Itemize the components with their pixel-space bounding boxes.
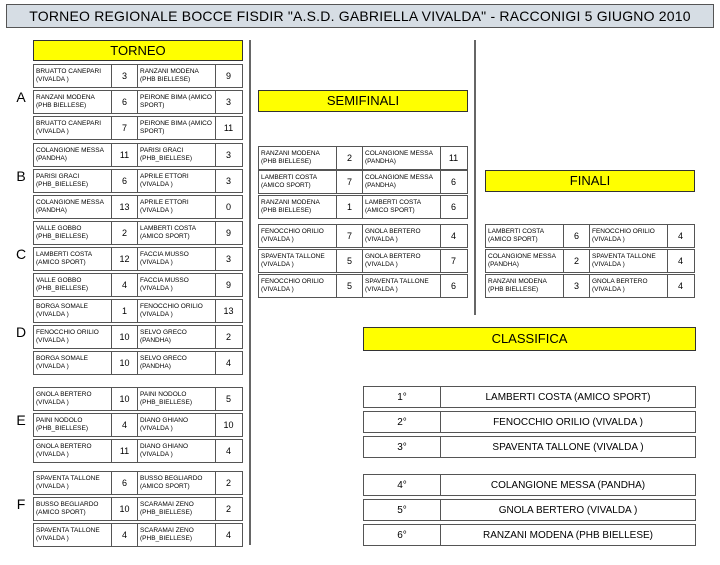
match-box — [33, 247, 243, 271]
team-1-score: 5 — [337, 250, 363, 272]
team-2-score: 5 — [225, 394, 231, 404]
team-2-score: 4 — [225, 530, 231, 540]
team-2-name: PEIRONE BIMA (AMICO SPORT) — [138, 117, 216, 139]
ranking-row — [363, 386, 696, 408]
match-box — [33, 90, 243, 114]
team-1-name: BRUATTO CANEPARI (VIVALDA ) — [34, 65, 112, 87]
team-1-name: SPAVENTA TALLONE (VIVALDA ) — [34, 524, 112, 546]
team-2-score: 4 — [677, 281, 683, 291]
match-box — [258, 274, 468, 298]
team-2-score: 11 — [223, 123, 234, 133]
team-1-score: 11 — [112, 144, 138, 166]
team-1-score: 3 — [112, 65, 138, 87]
match-box — [33, 497, 243, 521]
team-1-score: 2 — [112, 222, 138, 244]
team-1-name: RANZANI MODENA (PHB BIELLESE) — [34, 91, 112, 113]
team-2-score: 3 — [225, 97, 231, 107]
team-2-score: 6 — [450, 202, 456, 212]
team-2-score: 4 — [677, 256, 683, 266]
team-2-score: 9 — [225, 280, 231, 290]
team-1-name: LAMBERTI COSTA (AMICO SPORT) — [486, 225, 564, 247]
ranking-team: COLANGIONE MESSA (PANDHA) — [490, 479, 646, 491]
divider-left — [249, 40, 251, 545]
match-box — [33, 325, 243, 349]
group-label: F — [16, 496, 26, 512]
match-box — [33, 471, 243, 495]
group-label: B — [16, 168, 26, 184]
team-2-score: 0 — [225, 202, 231, 212]
team-2-score: 3 — [225, 176, 231, 186]
team-2-score: 11 — [448, 153, 459, 163]
ranking-team: FENOCCHIO ORILIO (VIVALDA ) — [493, 416, 643, 428]
ranking-position: 1° — [364, 387, 441, 407]
team-2-score: 7 — [450, 256, 456, 266]
team-2-score: 4 — [225, 358, 231, 368]
team-1-score: 6 — [112, 472, 138, 494]
team-1-name: LAMBERTI COSTA (AMICO SPORT) — [259, 171, 337, 193]
team-2-score: 4 — [225, 446, 231, 456]
team-2-score: 2 — [225, 332, 231, 342]
team-2-name: GNOLA BERTERO (VIVALDA ) — [363, 225, 441, 247]
ranking-team: GNOLA BERTERO (VIVALDA ) — [498, 504, 638, 516]
match-box — [33, 143, 243, 167]
team-1-name: BRUATTO CANEPARI (VIVALDA ) — [34, 117, 112, 139]
team-1-name: BORGA SOMALE (VIVALDA ) — [34, 352, 112, 374]
team-2-name: PARISI GRACI (PHB_BIELLESE) — [138, 144, 216, 166]
team-2-name: LAMBERTI COSTA (AMICO SPORT) — [138, 222, 216, 244]
team-1-name: PAINI NODOLO (PHB_BIELLESE) — [34, 414, 112, 436]
team-1-score: 6 — [112, 170, 138, 192]
team-2-name: SPAVENTA TALLONE (VIVALDA ) — [363, 275, 441, 297]
match-box — [485, 249, 695, 273]
team-2-name: SCARAMAI ZENO (PHB_BIELLESE) — [138, 498, 216, 520]
team-1-score: 2 — [337, 147, 363, 169]
ranking-row — [363, 499, 696, 521]
group-label: A — [16, 89, 26, 105]
team-1-name: COLANGIONE MESSA (PANDHA) — [34, 144, 112, 166]
team-2-score: 2 — [225, 504, 231, 514]
team-1-name: VALLE GOBBO (PHB_BIELLESE) — [34, 222, 112, 244]
team-1-score: 6 — [564, 225, 590, 247]
team-2-score: 4 — [450, 231, 456, 241]
match-box — [258, 146, 468, 170]
match-box — [33, 64, 243, 88]
team-1-name: SPAVENTA TALLONE (VIVALDA ) — [259, 250, 337, 272]
team-1-name: COLANGIONE MESSA (PANDHA) — [34, 196, 112, 218]
team-2-score: 3 — [225, 150, 231, 160]
team-1-score: 7 — [337, 225, 363, 247]
match-box — [33, 221, 243, 245]
team-1-score: 7 — [337, 171, 363, 193]
team-2-name: SELVO GRECO (PANDHA) — [138, 352, 216, 374]
page-title: TORNEO REGIONALE BOCCE FISDIR "A.S.D. GABRIELLA VIVALDA" - RACCONIGI 5 GIUGNO 2010 — [6, 4, 714, 28]
team-2-name: LAMBERTI COSTA (AMICO SPORT) — [363, 196, 441, 218]
team-1-name: VALLE GOBBO (PHB_BIELLESE) — [34, 274, 112, 296]
team-2-score: 3 — [225, 254, 231, 264]
ranking-team: SPAVENTA TALLONE (VIVALDA ) — [492, 441, 644, 453]
match-box — [485, 274, 695, 298]
team-2-name: PAINI NODOLO (PHB_BIELLESE) — [138, 388, 216, 410]
match-box — [33, 351, 243, 375]
team-1-score: 1 — [337, 196, 363, 218]
ranking-team: RANZANI MODENA (PHB BIELLESE) — [482, 529, 654, 541]
ranking-row — [363, 436, 696, 458]
team-2-name: RANZANI MODENA (PHB BIELLESE) — [138, 65, 216, 87]
team-1-score: 3 — [564, 275, 590, 297]
team-2-name: FACCIA MUSSO (VIVALDA ) — [138, 248, 216, 270]
team-1-score: 1 — [112, 300, 138, 322]
ranking-position: 3° — [364, 437, 441, 457]
ranking-row — [363, 524, 696, 546]
team-2-name: FENOCCHIO ORILIO (VIVALDA ) — [590, 225, 668, 247]
team-1-score: 10 — [112, 326, 138, 348]
ranking-row — [363, 411, 696, 433]
team-2-name: FENOCCHIO ORILIO (VIVALDA ) — [138, 300, 216, 322]
team-2-name: PEIRONE BIMA (AMICO SPORT) — [138, 91, 216, 113]
team-2-name: DIANO GHIANO (VIVALDA ) — [138, 414, 216, 436]
team-2-name: GNOLA BERTERO (VIVALDA ) — [590, 275, 668, 297]
team-2-score: 6 — [450, 281, 456, 291]
team-2-name: GNOLA BERTERO (VIVALDA ) — [363, 250, 441, 272]
team-1-name: GNOLA BERTERO (VIVALDA ) — [34, 388, 112, 410]
match-box — [33, 523, 243, 547]
team-2-name: SPAVENTA TALLONE (VIVALDA ) — [590, 250, 668, 272]
classifica-header: CLASSIFICA — [363, 327, 696, 351]
match-box — [33, 169, 243, 193]
match-box — [258, 195, 468, 219]
team-2-score: 9 — [225, 228, 231, 238]
torneo-header: TORNEO — [33, 40, 243, 61]
team-2-score: 13 — [223, 306, 234, 316]
team-1-score: 4 — [112, 414, 138, 436]
ranking-team: LAMBERTI COSTA (AMICO SPORT) — [485, 391, 651, 403]
match-box — [33, 116, 243, 140]
team-1-score: 10 — [112, 498, 138, 520]
divider-right — [474, 40, 476, 315]
match-box — [33, 413, 243, 437]
ranking-position: 4° — [364, 475, 441, 495]
team-1-score: 12 — [112, 248, 138, 270]
team-1-score: 10 — [112, 388, 138, 410]
team-1-name: LAMBERTI COSTA (AMICO SPORT) — [34, 248, 112, 270]
team-1-score: 5 — [337, 275, 363, 297]
team-1-score: 2 — [564, 250, 590, 272]
team-2-name: DIANO GHIANO (VIVALDA ) — [138, 440, 216, 462]
team-2-name: SCARAMAI ZENO (PHB_BIELLESE) — [138, 524, 216, 546]
group-label: E — [16, 412, 26, 428]
team-1-name: PARISI GRACI (PHB_BIELLESE) — [34, 170, 112, 192]
finali-header: FINALI — [485, 170, 695, 192]
team-1-name: BUSSO BEGLIARDO (AMICO SPORT) — [34, 498, 112, 520]
team-1-score: 4 — [112, 274, 138, 296]
team-1-score: 13 — [112, 196, 138, 218]
ranking-position: 5° — [364, 500, 441, 520]
team-1-name: FENOCCHIO ORILIO (VIVALDA ) — [259, 225, 337, 247]
team-2-score: 2 — [225, 478, 231, 488]
match-box — [258, 170, 468, 194]
team-2-score: 4 — [677, 231, 683, 241]
match-box — [258, 224, 468, 248]
team-2-score: 6 — [450, 177, 456, 187]
team-1-name: COLANGIONE MESSA (PANDHA) — [486, 250, 564, 272]
ranking-row — [363, 474, 696, 496]
team-1-score: 4 — [112, 524, 138, 546]
team-1-score: 7 — [112, 117, 138, 139]
team-2-name: APRILE ETTORI (VIVALDA ) — [138, 196, 216, 218]
team-1-score: 10 — [112, 352, 138, 374]
team-2-name: APRILE ETTORI (VIVALDA ) — [138, 170, 216, 192]
team-2-name: COLANGIONE MESSA (PANDHA) — [363, 147, 441, 169]
team-1-score: 6 — [112, 91, 138, 113]
group-label: C — [15, 246, 27, 262]
team-2-score: 9 — [225, 71, 231, 81]
team-1-name: RANZANI MODENA (PHB BIELLESE) — [486, 275, 564, 297]
team-2-name: BUSSO BEGLIARDO (AMICO SPORT) — [138, 472, 216, 494]
match-box — [33, 387, 243, 411]
match-box — [258, 249, 468, 273]
team-1-name: GNOLA BERTERO (VIVALDA ) — [34, 440, 112, 462]
ranking-position: 6° — [364, 525, 441, 545]
team-1-name: BORGA SOMALE (VIVALDA ) — [34, 300, 112, 322]
team-1-name: FENOCCHIO ORILIO (VIVALDA ) — [259, 275, 337, 297]
group-label: D — [15, 324, 27, 340]
team-2-name: COLANGIONE MESSA (PANDHA) — [363, 171, 441, 193]
ranking-position: 2° — [364, 412, 441, 432]
team-1-name: FENOCCHIO ORILIO (VIVALDA ) — [34, 326, 112, 348]
team-2-name: FACCIA MUSSO (VIVALDA ) — [138, 274, 216, 296]
team-2-name: SELVO GRECO (PANDHA) — [138, 326, 216, 348]
semifinali-header: SEMIFINALI — [258, 90, 468, 112]
match-box — [33, 299, 243, 323]
match-box — [485, 224, 695, 248]
team-1-name: RANZANI MODENA (PHB BIELLESE) — [259, 147, 337, 169]
team-1-score: 11 — [112, 440, 138, 462]
team-2-score: 10 — [223, 420, 234, 430]
match-box — [33, 439, 243, 463]
match-box — [33, 195, 243, 219]
match-box — [33, 273, 243, 297]
team-1-name: SPAVENTA TALLONE (VIVALDA ) — [34, 472, 112, 494]
team-1-name: RANZANI MODENA (PHB BIELLESE) — [259, 196, 337, 218]
